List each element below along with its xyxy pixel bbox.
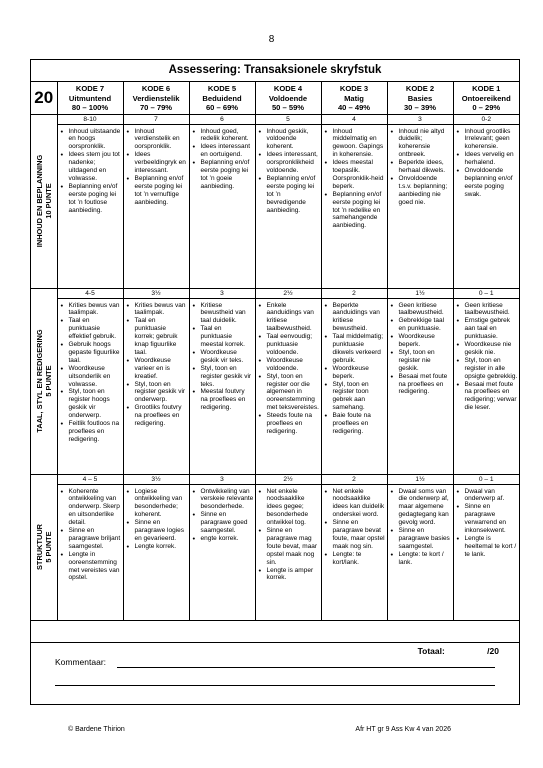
code-name: Uitmuntend — [68, 93, 112, 103]
criteria-list — [454, 299, 520, 413]
rubric-row — [31, 474, 519, 620]
criterion: • Idees interessant, oorspronklikheid voldoende. — [267, 151, 320, 175]
criteria-list — [256, 299, 321, 436]
category-label — [31, 288, 57, 474]
mark-range: 3½ — [151, 475, 161, 483]
category-title: STRUKTUUR — [34, 524, 44, 570]
criteria-list — [58, 125, 123, 215]
criteria-cell — [255, 288, 321, 474]
criteria-cell — [123, 114, 189, 288]
criterion: • Woordkeuse geskik vir teks. — [201, 349, 254, 365]
criterion: • Idees stem jou tot nadenke; uitdagend en volwasse. — [69, 151, 122, 183]
total-score — [418, 646, 499, 656]
mark-range: 3 — [418, 115, 422, 123]
mark-range: 0 – 1 — [478, 475, 494, 483]
criteria-list — [124, 125, 189, 207]
criteria-list — [190, 125, 255, 191]
code-name: Verdienstelik — [132, 93, 180, 103]
mark-range: 2 — [352, 475, 356, 483]
criteria-cell — [321, 288, 387, 474]
criteria-list — [256, 125, 321, 215]
code-code: KODE 5 — [207, 84, 237, 93]
criterion: • Logiese ontwikkeling van besonderhede; koherent. — [135, 488, 188, 520]
criterion: • Idees verbeeldingryk en interessant. — [135, 151, 188, 175]
criterion: • Net enkele noodsaaklike idees gegee; besonderhede ontwikkel tog. — [267, 488, 320, 528]
code-code: KODE 1 — [472, 84, 501, 93]
criterion: • Lengte in ooreenstemming met vereistes van opstel. — [69, 551, 122, 583]
criterion: • Sinne en paragrawe goed saamgestel. — [201, 511, 254, 535]
code-header — [189, 82, 255, 114]
mark-range: 1½ — [415, 289, 425, 297]
mark-range: 2½ — [283, 475, 293, 483]
criterion: • Styl, toon en register geskik vir onderwerp. — [135, 381, 188, 405]
criteria-cell — [189, 288, 255, 474]
comment-label: Kommentaar: — [55, 657, 107, 667]
criterion: • Sinne en paragrawe mag foute bevat, maar opstel maak nog sin. — [267, 527, 320, 567]
criterion: • Styl, toon en register in alle opsigte gebrekkig. — [465, 357, 519, 381]
criterion: • Taal en punktuasie effektief gebruik. — [69, 317, 122, 341]
code-name: Matig — [344, 93, 364, 103]
criterion: • Gebruik hoogs gepaste figuurlike taal. — [69, 341, 122, 365]
criterion: • Inhoud geskik, voldoende koherent. — [267, 128, 320, 152]
code-pct: 50 – 59% — [271, 103, 305, 113]
criteria-cell — [453, 114, 519, 288]
criterion: • Lengte korrek. — [135, 543, 188, 551]
code-header — [321, 82, 387, 114]
rubric-row — [31, 288, 519, 474]
criterion: • Beperkte idees, herhaal dikwels. — [399, 159, 452, 175]
total-value: /20 — [487, 646, 499, 656]
criterion: • Beplanning en/of eerste poging lei tot ’n goeie aanbieding. — [201, 159, 254, 191]
category-label — [31, 474, 57, 620]
criteria-list — [388, 485, 453, 567]
criterion: • Woordkeuse uitsonderlik en volwasse. — [69, 365, 122, 389]
code-pct: 70 – 79% — [139, 103, 173, 113]
criterion: • Inhoud verdienstelik en oorspronklik. — [135, 128, 188, 152]
footer-copyright: © Bardene Thirion — [68, 726, 125, 733]
code-pct: 80 – 100% — [71, 103, 109, 113]
criterion: • Feitlik foutloos na proeflees en redigering. — [69, 420, 122, 444]
criterion: • Geen kritiese taalbewustheid. — [465, 302, 519, 318]
mark-range: 3½ — [151, 289, 161, 297]
criterion: • Taal en punktuasie meestal korrek. — [201, 325, 254, 349]
criteria-cell — [453, 474, 519, 620]
code-code: KODE 3 — [339, 84, 369, 93]
criterion: • Besaai met foute na proeflees en redigering; verwar die leser. — [465, 381, 519, 413]
criterion: • Enkele aanduidings van kritiese taalbewustheid. — [267, 302, 320, 334]
criterion: • Styl, toon en register oor die algemeen in ooreenstemming met teksvereistes. — [267, 373, 320, 413]
category-points: 5 PUNTE — [43, 365, 53, 397]
criterion: • Inhoud nie altyd duidelik; koherensie ontbreek. — [399, 128, 452, 160]
criterion: • Kritiese bewustheid van taal duidelik. — [201, 302, 254, 326]
criteria-list — [58, 299, 123, 444]
mark-range: 4 — [352, 115, 356, 123]
criterion: • Lengte is heeltemal te kort / te lank. — [465, 535, 519, 559]
criterion: • Krities bewus van taalimpak. — [69, 302, 122, 318]
totals-section — [31, 642, 519, 705]
total-label: Totaal: — [417, 646, 445, 656]
criteria-list — [322, 299, 387, 436]
criteria-cell — [189, 474, 255, 620]
mark-range: 4 – 5 — [82, 475, 98, 483]
criterion: • Sinne en paragrawe bevat foute, maar opstel maak nog sin. — [333, 519, 386, 551]
criterion: • Inhoud goed, redelik koherent. — [201, 128, 254, 144]
mark-range: 4-5 — [85, 289, 95, 297]
criteria-cell — [453, 288, 519, 474]
code-header — [255, 82, 321, 114]
criteria-list — [454, 485, 520, 559]
criterion: • Styl, toon en register hoogs geskik vir onderwerp. — [69, 388, 122, 420]
criterion: • Dwaal van onderwerp af. — [465, 488, 519, 504]
code-header — [453, 82, 519, 114]
code-code: KODE 6 — [141, 84, 171, 93]
criteria-list — [388, 299, 453, 397]
criterion: • Taal eenvoudig; punktuasie voldoende. — [267, 333, 320, 357]
criterion: • Beplanning en/of eerste poging lei tot ’n vernuftige aanbieding. — [135, 175, 188, 207]
criterion: • Idees vervelig en herhalend. — [465, 151, 519, 167]
score-total: 20 — [31, 82, 57, 114]
criterion: • Beplanning en/of eerste poging lei tot ’n redelike en samehangende aanbieding. — [333, 191, 386, 231]
criterion: • Woordkeuse beperk. — [399, 333, 452, 349]
criterion: • Woordkeuse nie geskik nie. — [465, 341, 519, 357]
category-title: TAAL, STYL EN REDIGERING — [34, 329, 44, 433]
criteria-cell — [189, 114, 255, 288]
mark-range: 2½ — [283, 289, 293, 297]
code-header-row — [31, 82, 519, 114]
mark-range: 6 — [220, 115, 224, 123]
criterion: • Inhoud uitstaande en hoogs oorspronklik. — [69, 128, 122, 152]
mark-range: 3 — [220, 289, 224, 297]
code-code: KODE 4 — [273, 84, 303, 93]
mark-range: 0-2 — [481, 115, 492, 123]
code-code: KODE 2 — [405, 84, 435, 93]
category-title: INHOUD EN BEPLANNING — [34, 154, 44, 248]
criterion: • Besaai met foute na proeflees en redigering. — [399, 373, 452, 397]
criteria-cell — [57, 114, 123, 288]
criteria-list — [190, 485, 255, 543]
mark-range: 3 — [220, 475, 224, 483]
mark-range: 2 — [352, 289, 356, 297]
criterion: • Styl, toon en register toon gebrek aan samehang. — [333, 381, 386, 413]
code-name: Basies — [407, 93, 433, 103]
criterion: • Taal en punktuasie korrek; gebruik knap figuurlike taal. — [135, 317, 188, 357]
criterion: • Beperkte aanduidings van kritiese bewustheid. — [333, 302, 386, 334]
criterion: • Krities bewus van taalimpak. — [135, 302, 188, 318]
mark-range: 7 — [154, 115, 158, 123]
code-name: Ontoereikend — [461, 93, 511, 103]
criteria-cell — [387, 114, 453, 288]
criterion: • Geen kritiese taalbewustheid. — [399, 302, 452, 318]
criterion: • Styl, toon en register nie geskik. — [399, 349, 452, 373]
code-header — [57, 82, 123, 114]
criterion: • Taal middelmatig; punktuasie dikwels verkeerd gebruik. — [333, 333, 386, 365]
criterion: • Gebrekkige taal en punktuasie. — [399, 317, 452, 333]
mark-range: 0 – 1 — [478, 289, 494, 297]
criterion: • Onvoldoende beplanning en/of eerste poging swak. — [465, 167, 519, 199]
code-code: KODE 7 — [75, 84, 105, 93]
comment-line — [117, 667, 495, 668]
criteria-list — [388, 125, 453, 207]
code-pct: 30 – 39% — [403, 103, 437, 113]
criteria-list — [124, 299, 189, 429]
criterion: • Baie foute na proeflees en redigering. — [333, 412, 386, 436]
criteria-cell — [57, 474, 123, 620]
code-name: Beduidend — [202, 93, 242, 103]
code-name: Voldoende — [268, 93, 308, 103]
category-label — [31, 114, 57, 288]
criterion: • Sinne en paragrawe logies en gevarieerd. — [135, 519, 188, 543]
code-pct: 0 – 29% — [472, 103, 501, 113]
criterion: • Dwaal soms van die onderwerp af, maar algemene gedagtegang kan gevolg word. — [399, 488, 452, 528]
criteria-cell — [255, 474, 321, 620]
category-points: 10 PUNTE — [43, 183, 53, 219]
criteria-list — [124, 485, 189, 551]
mark-range: 8-10 — [83, 115, 97, 123]
criteria-cell — [123, 474, 189, 620]
criterion: • Lengte: te kort/lank. — [333, 551, 386, 567]
rubric-row — [31, 114, 519, 288]
criteria-cell — [387, 288, 453, 474]
criterion: • Steeds foute na proeflees en redigering. — [267, 412, 320, 436]
code-pct: 60 – 69% — [205, 103, 239, 113]
criteria-list — [322, 485, 387, 567]
criteria-list — [58, 485, 123, 583]
category-points: 5 PUNTE — [43, 531, 53, 563]
criteria-list — [322, 125, 387, 231]
code-pct: 40 – 49% — [337, 103, 371, 113]
code-header — [123, 82, 189, 114]
criteria-cell — [57, 288, 123, 474]
comment-line-2 — [55, 685, 495, 686]
criterion: • Lengte: te kort / lank. — [399, 551, 452, 567]
criterion: • Idees interessant en oortuigend. — [201, 143, 254, 159]
criterion: • Sinne en paragrawe briljant saamgestel. — [69, 527, 122, 551]
criteria-cell — [321, 474, 387, 620]
criteria-cell — [255, 114, 321, 288]
criteria-list — [190, 299, 255, 413]
mark-range: 5 — [286, 115, 290, 123]
criterion: • engte korrek. — [201, 535, 254, 543]
criterion: • Ernstige gebrek aan taal en punktuasie. — [465, 317, 519, 341]
criteria-cell — [387, 474, 453, 620]
criterion: • Sinne en paragrawe verwarrend en inkonsekwent. — [465, 503, 519, 535]
criterion: • Woordkeuse voldoende. — [267, 357, 320, 373]
criterion: • Koherente ontwikkeling van onderwerp. Skerp en uitsonderlike detail. — [69, 488, 122, 528]
criterion: • Inhoud grootliks Irrelevant; geen koherensie. — [465, 128, 519, 152]
footer-reference: Afr HT gr 9 Ass Kw 4 van 2026 — [355, 726, 451, 733]
criterion: • Sinne en paragrawe basies saamgestel. — [399, 527, 452, 551]
rubric-title: Assessering: Transaksionele skryfstuk — [31, 60, 519, 82]
criterion: • Beplanning en/of eerste poging lei tot ’n foutlose aanbieding. — [69, 183, 122, 215]
criterion: • Grootliks foutvry na proeflees en redigering. — [135, 404, 188, 428]
criterion: • Lengte is amper korrek. — [267, 567, 320, 583]
criterion: • Meestal foutvry na proeflees en redigering. — [201, 388, 254, 412]
criterion: • Beplanning en/of eerste poging lei tot ’n bevredigende aanbieding. — [267, 175, 320, 215]
criterion: • Woordkeuse beperk. — [333, 365, 386, 381]
criterion: • Net enkele noodsaaklike idees kan duidelik onderskei word. — [333, 488, 386, 520]
criterion: • Idees meestal toepaslik. Oorspronklik-heid beperk. — [333, 159, 386, 191]
criterion: • Onvoldoende t.s.v. beplanning; aanbieding nie goed nie. — [399, 175, 452, 207]
criteria-list — [256, 485, 321, 583]
criterion: • Styl, toon en register geskik vir teks. — [201, 365, 254, 389]
rubric-table — [31, 82, 519, 621]
assessment-rubric — [30, 59, 520, 705]
criterion: • Ontwikkeling van verskeie relevante besonderhede. — [201, 488, 254, 512]
criterion: • Woordkeuse varieer en is kreatief. — [135, 357, 188, 381]
criteria-cell — [321, 114, 387, 288]
page-number: 8 — [268, 34, 275, 45]
code-header — [387, 82, 453, 114]
criteria-list — [454, 125, 520, 199]
criteria-cell — [123, 288, 189, 474]
mark-range: 1½ — [415, 475, 425, 483]
criterion: • Inhoud middelmatig en gewoon. Gapings in koherensie. — [333, 128, 386, 160]
